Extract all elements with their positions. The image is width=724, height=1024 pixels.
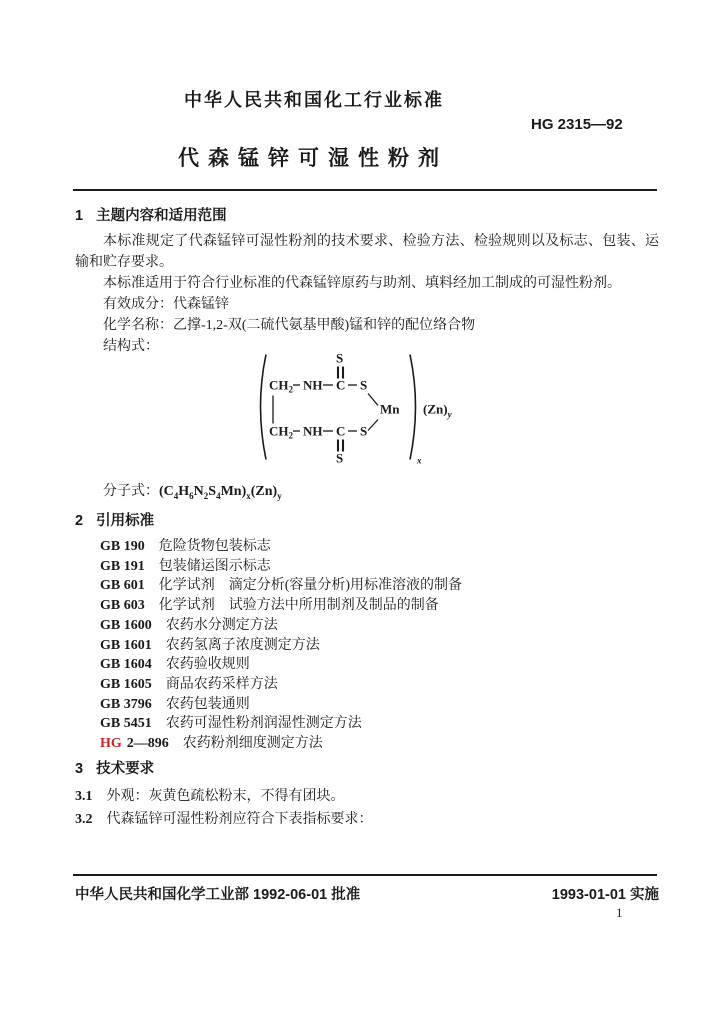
header-divider <box>73 189 657 191</box>
standard-org-line: 中华人民共和国化工行业标准 <box>184 90 444 110</box>
atom-ch2-top: $CH_2$ <box>269 377 293 395</box>
atom-s-bottom: S <box>336 450 344 465</box>
reference-code: GB 3796 <box>100 696 152 712</box>
clause-number: 3.2 <box>75 812 93 827</box>
implementation-line: 1993-01-01 实施 <box>551 887 659 903</box>
referenced-standards-list <box>100 537 462 754</box>
applicability-paragraph: 本标准适用于符合行业标准的代森锰锌原药与助剂、填料经加工制成的可湿性粉剂。 <box>103 276 621 291</box>
polymer-subscript-x: x <box>417 455 422 465</box>
bond-diagonal <box>368 420 378 431</box>
section-3-heading <box>75 757 154 778</box>
reference-item <box>100 616 462 636</box>
reference-item <box>100 576 462 596</box>
reference-code: 2—896 <box>126 736 169 752</box>
reference-item <box>100 734 462 754</box>
reference-code: GB 601 <box>100 578 145 594</box>
structural-formula-label: 结构式： <box>103 339 159 354</box>
section-title: 主题内容和适用范围 <box>96 208 227 224</box>
reference-code: GB 1604 <box>100 657 152 673</box>
section-3-clauses <box>75 785 373 831</box>
reference-item <box>100 714 462 734</box>
clause-item <box>75 808 373 831</box>
atom-s-right-bottom: S <box>360 423 368 439</box>
reference-item <box>100 695 462 715</box>
reference-item <box>100 596 462 616</box>
reference-title: 农药包装通则 <box>165 696 250 712</box>
atom-s-top: S <box>336 350 344 366</box>
molecular-formula-value: $(C_4H_6N_2S_4Mn)_x(Zn)_y$ <box>159 484 282 501</box>
zinc-group: $(Zn)_y$ <box>423 401 452 420</box>
atom-c-top: C <box>336 377 346 393</box>
active-ingredient-line: 有效成分：代森锰锌 <box>103 297 229 312</box>
reference-item <box>100 636 462 656</box>
section-title: 引用标准 <box>96 513 155 529</box>
reference-item <box>100 655 462 675</box>
atom-s-right-top: S <box>360 377 368 393</box>
right-parenthesis <box>410 355 416 460</box>
section-2-heading <box>75 509 154 530</box>
reference-code: GB 603 <box>100 598 145 614</box>
left-parenthesis <box>261 355 267 460</box>
reference-item <box>100 675 462 695</box>
reference-code: GB 190 <box>100 539 145 554</box>
reference-code: GB 1601 <box>100 637 152 653</box>
document-title: 代森锰锌可湿性粉剂 <box>178 147 448 170</box>
reference-title: 化学试剂 滴定分析(容量分析)用标准溶液的制备 <box>158 578 463 594</box>
structural-formula-diagram <box>252 349 452 465</box>
approval-line: 中华人民共和国化学工业部 1992-06-01 批准 <box>75 887 361 903</box>
clause-text: 外观：灰黄色疏松粉末，不得有团块。 <box>106 789 345 804</box>
molecular-formula-label: 分子式： <box>103 484 159 499</box>
reference-code: GB 1605 <box>100 676 152 692</box>
reference-title: 危险货物包装标志 <box>158 539 271 554</box>
section-1-body <box>75 231 659 357</box>
reference-title: 包装储运图示标志 <box>158 558 271 574</box>
clause-text: 代森锰锌可湿性粉剂应符合下表指标要求： <box>106 812 373 827</box>
section-number: 2 <box>75 513 84 529</box>
reference-code-prefix: HG <box>100 736 122 752</box>
atom-nh-top: NH <box>303 377 323 393</box>
footer-divider <box>73 874 657 876</box>
reference-item <box>100 557 462 577</box>
reference-item <box>100 537 462 557</box>
page-number: 1 <box>616 905 623 920</box>
clause-number: 3.1 <box>75 789 93 804</box>
clause-item <box>75 785 373 808</box>
atom-ch2-bottom: $CH_2$ <box>269 423 293 441</box>
reference-title: 农药粉剂细度测定方法 <box>182 736 323 752</box>
reference-title: 农药水分测定方法 <box>165 617 278 633</box>
molecular-formula-line <box>75 480 282 501</box>
reference-code: GB 191 <box>100 558 145 574</box>
section-title: 技术要求 <box>96 761 155 777</box>
reference-title: 农药可湿性粉剂润湿性测定方法 <box>165 716 362 732</box>
section-number: 1 <box>75 208 84 224</box>
atom-nh-bottom: NH <box>303 423 323 439</box>
chemical-name-line: 化学名称：乙撑-1,2-双(二硫代氨基甲酸)锰和锌的配位络合物 <box>103 318 476 333</box>
section-1-heading <box>75 204 227 225</box>
reference-title: 化学试剂 试验方法中所用制剂及制品的制备 <box>158 598 439 614</box>
scope-paragraph: 本标准规定了代森锰锌可湿性粉剂的技术要求、检验方法、检验规则以及标志、包装、运输和贮存要求。 <box>75 234 659 270</box>
reference-code: GB 5451 <box>100 716 152 732</box>
atom-mn: Mn <box>380 401 400 417</box>
reference-code: GB 1600 <box>100 617 152 633</box>
reference-title: 商品农药采样方法 <box>165 676 278 692</box>
section-number: 3 <box>75 761 84 777</box>
reference-title: 农药验收规则 <box>165 657 250 673</box>
standard-code: HG 2315—92 <box>531 116 623 133</box>
atom-c-bottom: C <box>336 423 346 439</box>
footer <box>75 883 659 904</box>
bond-diagonal <box>368 394 378 406</box>
reference-title: 农药氢离子浓度测定方法 <box>165 637 320 653</box>
